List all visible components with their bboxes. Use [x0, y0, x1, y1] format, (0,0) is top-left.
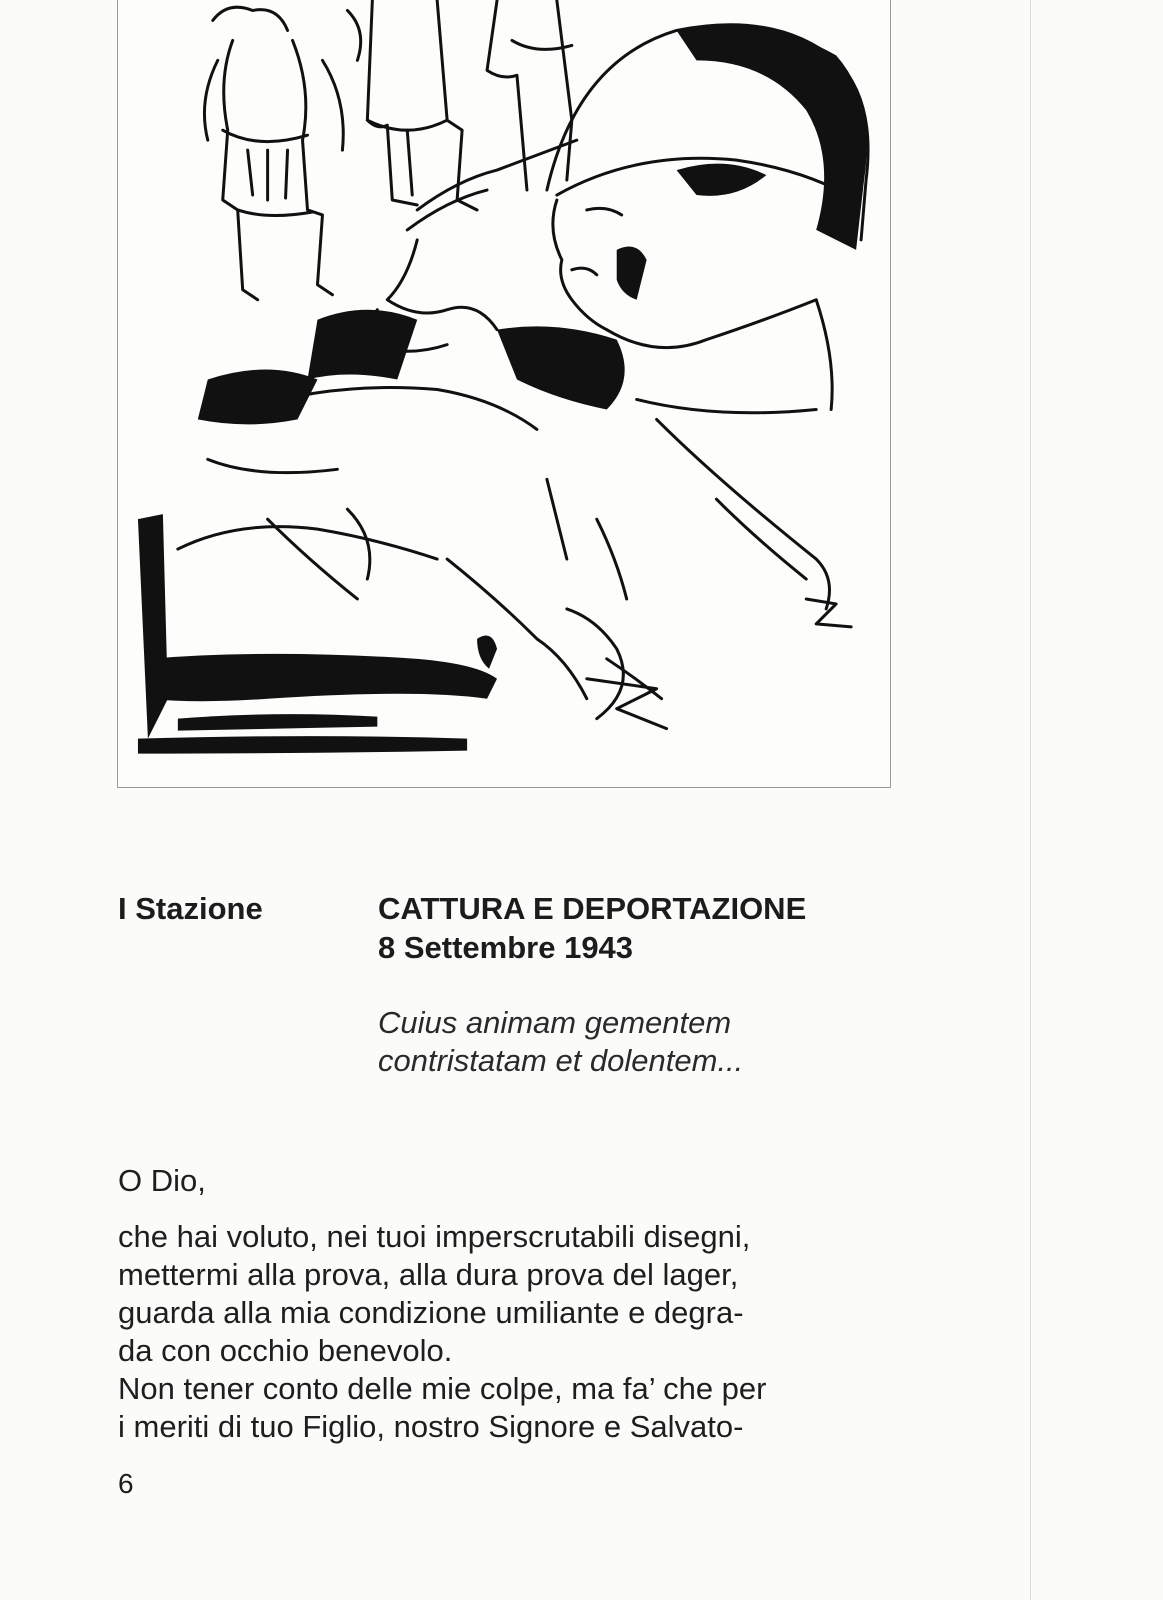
text-line: da con occhio benevolo. — [118, 1333, 453, 1368]
text-line: che hai voluto, nei tuoi imperscrutabili disegni, — [118, 1219, 751, 1254]
text-line: mettermi alla prova, alla dura prova del lager, — [118, 1257, 739, 1292]
text-line: i meriti di tuo Figlio, nostro Signore e Salvato- — [118, 1409, 744, 1444]
page-number: 6 — [118, 1468, 134, 1499]
quote-line: contristatam et dolentem... — [378, 1043, 744, 1078]
sketch-drawing — [118, 0, 890, 787]
prayer-salutation: O Dio, — [118, 1163, 206, 1198]
station-date: 8 Settembre 1943 — [378, 930, 634, 965]
text-line: Non tener conto delle mie colpe, ma fa’ che per — [118, 1371, 767, 1406]
station-title-block — [378, 889, 918, 967]
ink-sketch-illustration — [117, 0, 891, 788]
station-label: I Stazione — [118, 891, 263, 926]
prayer-paragraph-1 — [118, 1218, 908, 1370]
quote-line: Cuius animam gementem — [378, 1005, 732, 1040]
station-title: CATTURA E DEPORTAZIONE — [378, 891, 807, 926]
page-edge-line — [1030, 0, 1031, 1600]
text-line: guarda alla mia condizione umiliante e degra- — [118, 1295, 744, 1330]
prayer-paragraph-2 — [118, 1370, 908, 1446]
prayer-text — [118, 1162, 908, 1446]
latin-quote — [378, 1004, 898, 1080]
